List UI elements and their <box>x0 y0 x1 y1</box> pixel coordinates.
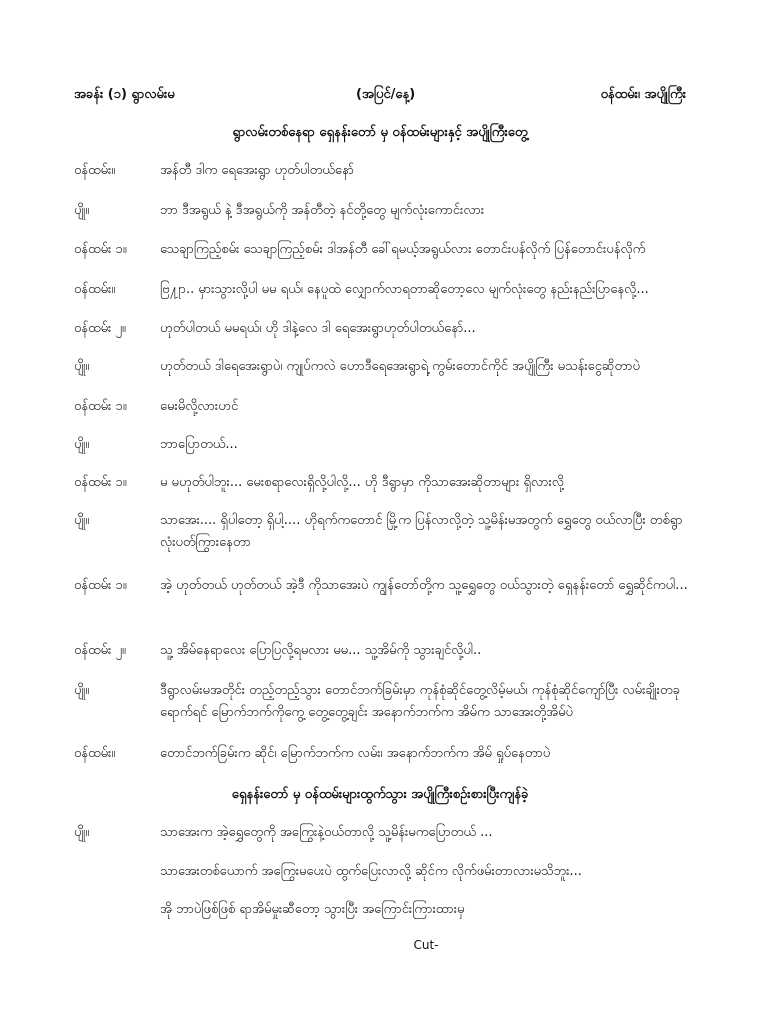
scene-characters: ဝန်ထမ်း၊ အပျိုကြီး <box>600 87 686 102</box>
dialogue-line: အန်တီ ဒါက ရေအေးရွာ ဟုတ်ပါတယ်နော် <box>160 163 355 178</box>
dialogue-line: ဒီရွာလမ်းမအတိုင်း တည့်တည့်သွား တောင်ဘက်ခြမ်းမှာ ကုန်စုံဆိုင်တွေ့လိမ့်မယ်၊ ကုန်စုံဆိုင်ကျော်ပြီး လမ်းချိုးတခုရောက်ရင် မြောက်ဘက်ကိုကွေ့ တွေ့တွေ့ချင်း အနောက်ဘက်က အိမ်က သာအေးတို့အိမ်ပဲ <box>160 683 680 720</box>
speaker-label: ဝန်ထမ်း ၁။ <box>74 475 127 490</box>
speaker-label: ဝန်ထမ်း ၁။ <box>74 399 127 414</box>
dialogue-line: တောင်ဘက်ခြမ်းက ဆိုင်၊ မြောက်ဘက်က လမ်း၊ အနောက်ဘက်က အိမ် ရှုပ်နေတာပဲ <box>160 746 551 761</box>
speaker-label: ပျို။ <box>74 683 90 698</box>
dialogue-line: ဟုတ်တယ် ဒါရေအေးရွာပဲ၊ ကျုပ်ကလဲ ဟောဒီရေအေးရွာရဲ့ ကွမ်းတောင်ကိုင် အပျိုကြီး မသန်းငွေဆိုတာပဲ <box>160 359 640 374</box>
dialogue-line: ဗြ႔ုာ.. မှားသွားလို့ပါ မမ ရယ်၊ နေပူထဲ လျှောက်လာရတာဆိုတော့လေ မျက်လုံးတွေ နည်းနည်းပြာနေလို့... <box>160 282 649 297</box>
scene-header <box>74 86 686 108</box>
dialogue-line: ဘာ ဒီအရွယ် နဲ့ ဒီအရွယ်ကို အန်တီတဲ့ နင်တို့တွေ မျက်လုံးကောင်းလား <box>160 203 485 218</box>
speaker-label: ပျို။ <box>74 359 90 374</box>
scene-time: (အပြင်/နေ့) <box>356 87 416 102</box>
scene-location: အခန်း (၁) ရွာလမ်းမ <box>74 87 175 102</box>
scene-description-2: ရှေနန်းတော် မှ ဝန်ထမ်းများထွက်သွား အပျိုကြီးစဉ်းစားပြီးကျန်ခဲ့ <box>231 787 529 802</box>
dialogue-line: သာအေးက အဲ့ရွှေတွေကို အကြွေးနဲ့ဝယ်တာလို့ သူ့မိန်းမကပြောတယ် ... <box>160 825 493 840</box>
dialogue-line: ဟုတ်ပါတယ် မမရယ်၊ ဟို ဒါနဲ့လေ ဒါ ရေအေးရွာဟုတ်ပါတယ်နော်... <box>160 321 476 336</box>
speaker-label: ပျို။ <box>74 203 90 218</box>
dialogue-line: အဲ့ ဟုတ်တယ် ဟုတ်တယ် အဲ့ဒီ ကိုသာအေးပဲ ကျွန်တော်တို့က သူ့ရွှေတွေ ဝယ်သွားတဲ့ ရှေနန်းတော် ရွှေဆိုင်ကပါ... <box>160 578 688 593</box>
speaker-label: ပျို။ <box>74 825 90 840</box>
speaker-label: ဝန်ထမ်း။ <box>74 163 116 178</box>
dialogue-line: သာအေးတစ်ယောက် အကြွေးမပေးပဲ ထွက်ပြေးလာလို့ ဆိုင်က လိုက်ဖမ်းတာလားမသိဘူး... <box>160 864 582 879</box>
speaker-label: ဝန်ထမ်း ၂။ <box>74 321 126 336</box>
speaker-label: ဝန်ထမ်း။ <box>74 746 116 761</box>
speaker-label: ပျို။ <box>74 513 90 528</box>
speaker-label: ပျို။ <box>74 437 90 452</box>
dialogue-line: ဘာပြောတယ်... <box>160 437 238 452</box>
dialogue-line: သေချာကြည့်စမ်း သေချာကြည့်စမ်း ဒါအန်တီ ခေါ်ရမယ့်အရွယ်လား တောင်းပန်လိုက် ပြန်တောင်းပန်လိုက် <box>160 242 646 257</box>
speaker-label: ဝန်ထမ်း ၂။ <box>74 643 126 658</box>
cut-marker: Cut- <box>413 938 439 952</box>
speaker-label: ဝန်ထမ်း ၁။ <box>74 578 127 593</box>
speaker-label: ဝန်ထမ်း။ <box>74 282 116 297</box>
dialogue-line: သာအေး.... ရှိပါတော့ ရှိပါ့.... ဟိုရက်ကတောင် မြို့က ပြန်လာလို့တဲ့ သူ့မိန်းမအတွက် ရွှေတွေ ဝယ်လာပြီး တစ်ရွာလုံးပတ်ကြွားနေတာ <box>160 513 683 550</box>
dialogue-line: မ မဟုတ်ပါဘူး... မေးစရာလေးရှိလို့ပါလို့... ဟို ဒီရွာမှာ ကိုသာအေးဆိုတာများ ရှိလားလို့ <box>160 475 564 490</box>
scene-description-1: ရွာလမ်းတစ်နေရာ ရှေနန်းတော် မှ ဝန်ထမ်းများနှင့် အပျိုကြီးတွေ့ <box>232 125 528 140</box>
dialogue-line: သူ့ အိမ်နေရာလေး ပြောပြလို့ရမလား မမ... သူ့အိမ်ကို သွားချင်လို့ပါ.. <box>160 643 482 658</box>
dialogue-line: အို ဘာပဲဖြစ်ဖြစ် ရာအိမ်မှုးဆီတော့ သွားပြီး အကြောင်းကြားထားမှ <box>160 902 465 917</box>
speaker-label: ဝန်ထမ်း ၁။ <box>74 242 127 257</box>
dialogue-line: မေးမိလို့လားဟင် <box>160 399 239 414</box>
